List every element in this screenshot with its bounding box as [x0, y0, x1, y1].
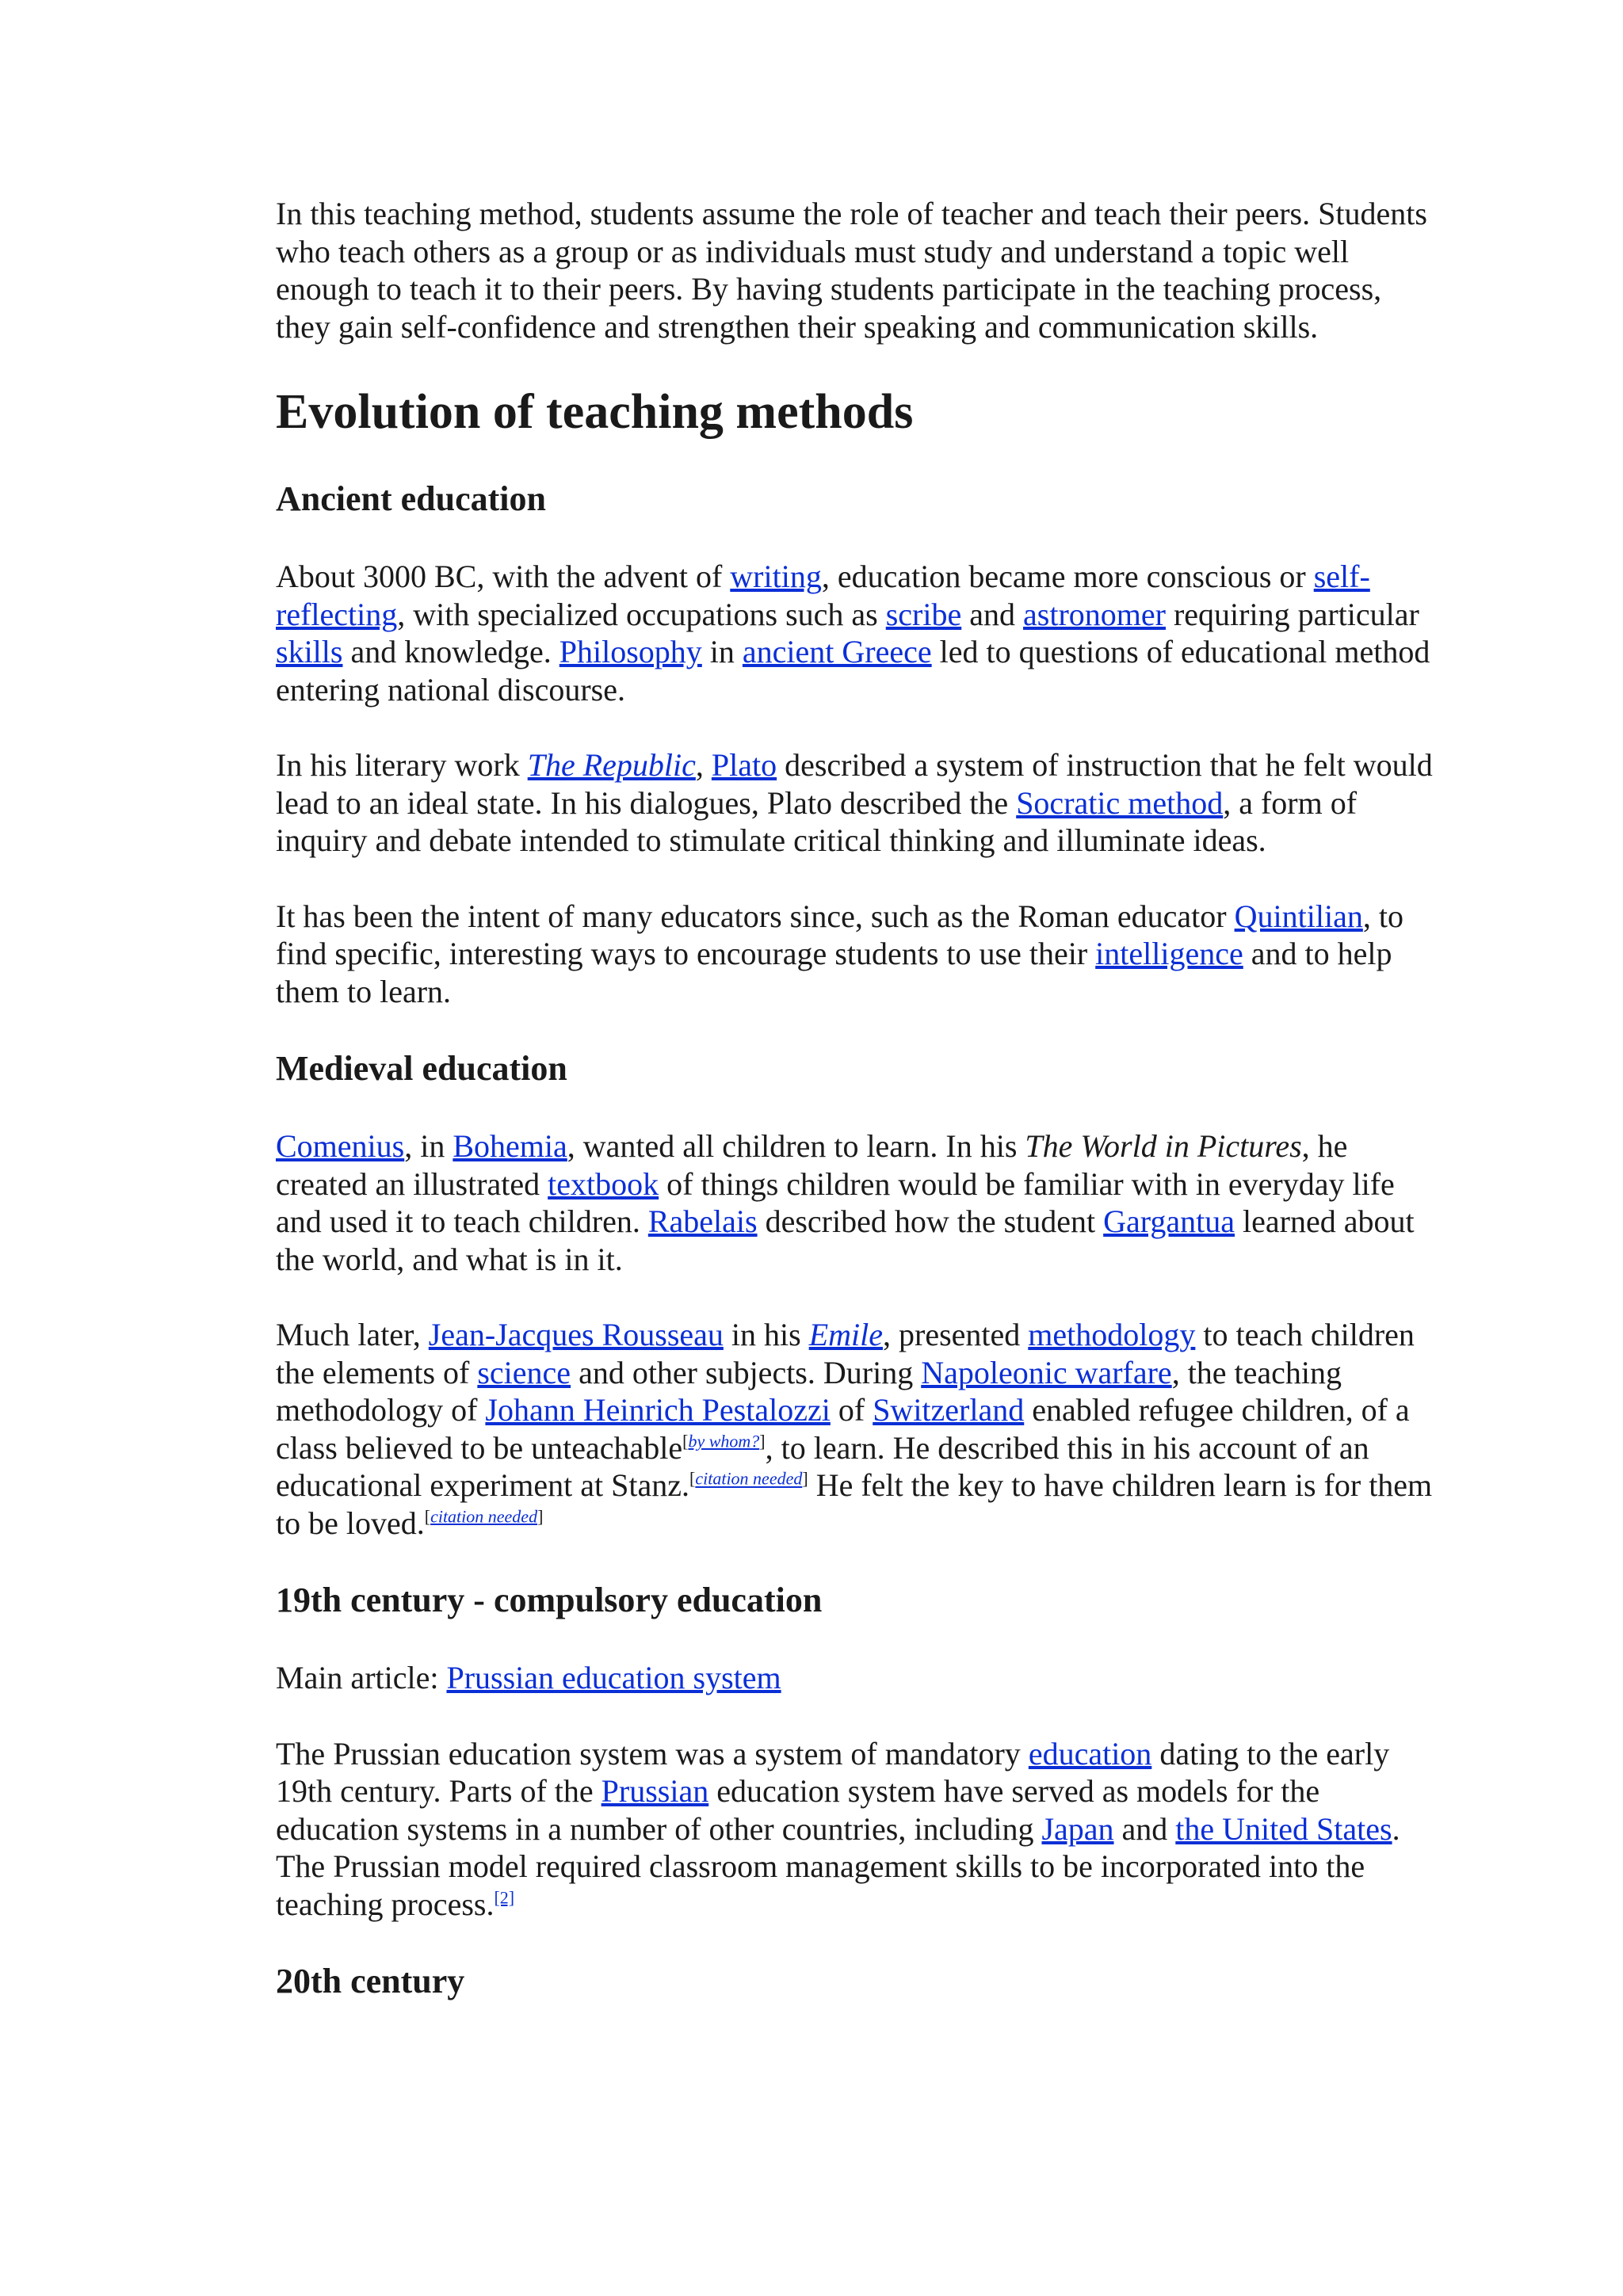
sup-citation-needed-1: [citation needed] — [689, 1468, 808, 1489]
link-socratic-method[interactable]: Socratic method — [1016, 784, 1224, 821]
link-scribe[interactable]: scribe — [885, 596, 962, 632]
link-philosophy[interactable]: Philosophy — [559, 634, 702, 669]
link-comenius[interactable]: Comenius — [276, 1128, 405, 1164]
link-quintilian[interactable]: Quintilian — [1234, 898, 1363, 934]
ancient-paragraph-3: It has been the intent of many educators since, such as the Roman educator Quintilian, to find specific, interesting ways to encourage students to use their intelligence and to help them to learn. — [276, 898, 1403, 1009]
link-by-whom[interactable]: by whom? — [688, 1431, 760, 1451]
link-japan[interactable]: Japan — [1041, 1810, 1114, 1847]
medieval-paragraph-2: Much later, Jean-Jacques Rousseau in his Emile, presented methodology to teach children the elements of science and other subjects. During Napoleonic warfare, the teaching methodology of Johann Heinrich Pestalozzi of Switzerland enabled refugee children, of a class believed to be unteachable[by whom?], to learn. He described this in his account of an educational experiment at Stanz.[citation needed] He felt the key to have children learn is for them to be loved.[citation needed] — [276, 1317, 1433, 1541]
link-ref-2[interactable]: [2] — [494, 1887, 515, 1908]
link-education[interactable]: education — [1028, 1735, 1152, 1772]
link-emile[interactable]: Emile — [808, 1317, 883, 1352]
link-prussian[interactable]: Prussian — [601, 1773, 709, 1809]
sup-ref-2 — [494, 1887, 514, 1907]
link-switzerland[interactable]: Switzerland — [873, 1392, 1025, 1428]
link-citation-needed-2[interactable]: citation needed — [430, 1506, 538, 1527]
ancient-paragraph-2: In his literary work The Republic, Plato described a system of instruction that he felt would lead to an ideal state. In his dialogues, Plato described the Socratic method, a form of inquiry and debate intended to stimulate critical thinking and illuminate ideas. — [276, 747, 1433, 858]
link-skills[interactable]: skills — [276, 634, 343, 669]
link-napoleonic-warfare[interactable]: Napoleonic warfare — [921, 1354, 1172, 1390]
title-world-in-pictures: The World in Pictures — [1025, 1128, 1302, 1164]
section-title: Evolution of teaching methods — [276, 385, 914, 439]
c19-paragraph-1: The Prussian education system was a system of mandatory education dating to the early 19th century. Parts of the Prussian education system have served as models for the education systems in a number of other countries, including Japan and the United States. The Prussian model required classroom management skills to be incorporated into the teaching process.[2] — [276, 1735, 1400, 1922]
link-science[interactable]: science — [477, 1354, 571, 1390]
link-the-republic[interactable]: The Republic — [527, 747, 696, 783]
heading-medieval-education: Medieval education — [276, 1049, 567, 1088]
link-plato[interactable]: Plato — [711, 747, 777, 783]
link-gargantua[interactable]: Gargantua — [1103, 1203, 1235, 1239]
sup-by-whom: [by whom?] — [682, 1431, 766, 1451]
heading-20th-century: 20th century — [276, 1962, 465, 2000]
ancient-paragraph-1: About 3000 BC, with the advent of writing, education became more conscious or self-reflecting, with specialized occupations such as scribe and astronomer requiring particular skills and knowledge. Philosophy in ancient Greece led to questions of educational method entering national discourse. — [276, 559, 1430, 707]
link-rabelais[interactable]: Rabelais — [647, 1203, 758, 1239]
heading-ancient-education: Ancient education — [276, 479, 546, 518]
link-prussian-education-system[interactable]: Prussian education system — [446, 1660, 781, 1695]
link-astronomer[interactable]: astronomer — [1023, 596, 1166, 632]
link-ancient-greece[interactable]: ancient Greece — [742, 634, 932, 669]
main-article-note: Main article: Prussian education system — [276, 1660, 781, 1695]
link-intelligence[interactable]: intelligence — [1095, 936, 1243, 971]
medieval-paragraph-1: Comenius, in Bohemia, wanted all children to learn. In his The World in Pictures, he created an illustrated textbook of things children would be familiar with in everyday life and used it to teach children. Rabelais described how the student Gargantua learned about the world, and what is in it. — [276, 1128, 1415, 1277]
link-pestalozzi[interactable]: Johann Heinrich Pestalozzi — [485, 1392, 831, 1428]
link-rousseau[interactable]: Jean-Jacques Rousseau — [428, 1317, 724, 1352]
link-self-reflecting[interactable]: self-reflecting — [276, 559, 1370, 632]
link-united-states[interactable]: the United States — [1175, 1810, 1392, 1847]
intro-paragraph: In this teaching method, students assume the role of teacher and teach their peers. Students who teach others as a group or as individuals must study and understand a topic well enough to teach it to their peers. By having students participate in the teaching process, they gain self-confidence and strengthen their speaking and communication skills. — [276, 196, 1427, 345]
link-citation-needed-1[interactable]: citation needed — [695, 1468, 803, 1489]
link-methodology[interactable]: methodology — [1028, 1317, 1196, 1352]
link-bohemia[interactable]: Bohemia — [453, 1128, 567, 1164]
link-textbook[interactable]: textbook — [548, 1165, 659, 1202]
heading-19th-century: 19th century - compulsory education — [276, 1581, 823, 1619]
sup-citation-needed-2: [citation needed] — [424, 1506, 544, 1527]
link-writing[interactable]: writing — [730, 559, 822, 594]
